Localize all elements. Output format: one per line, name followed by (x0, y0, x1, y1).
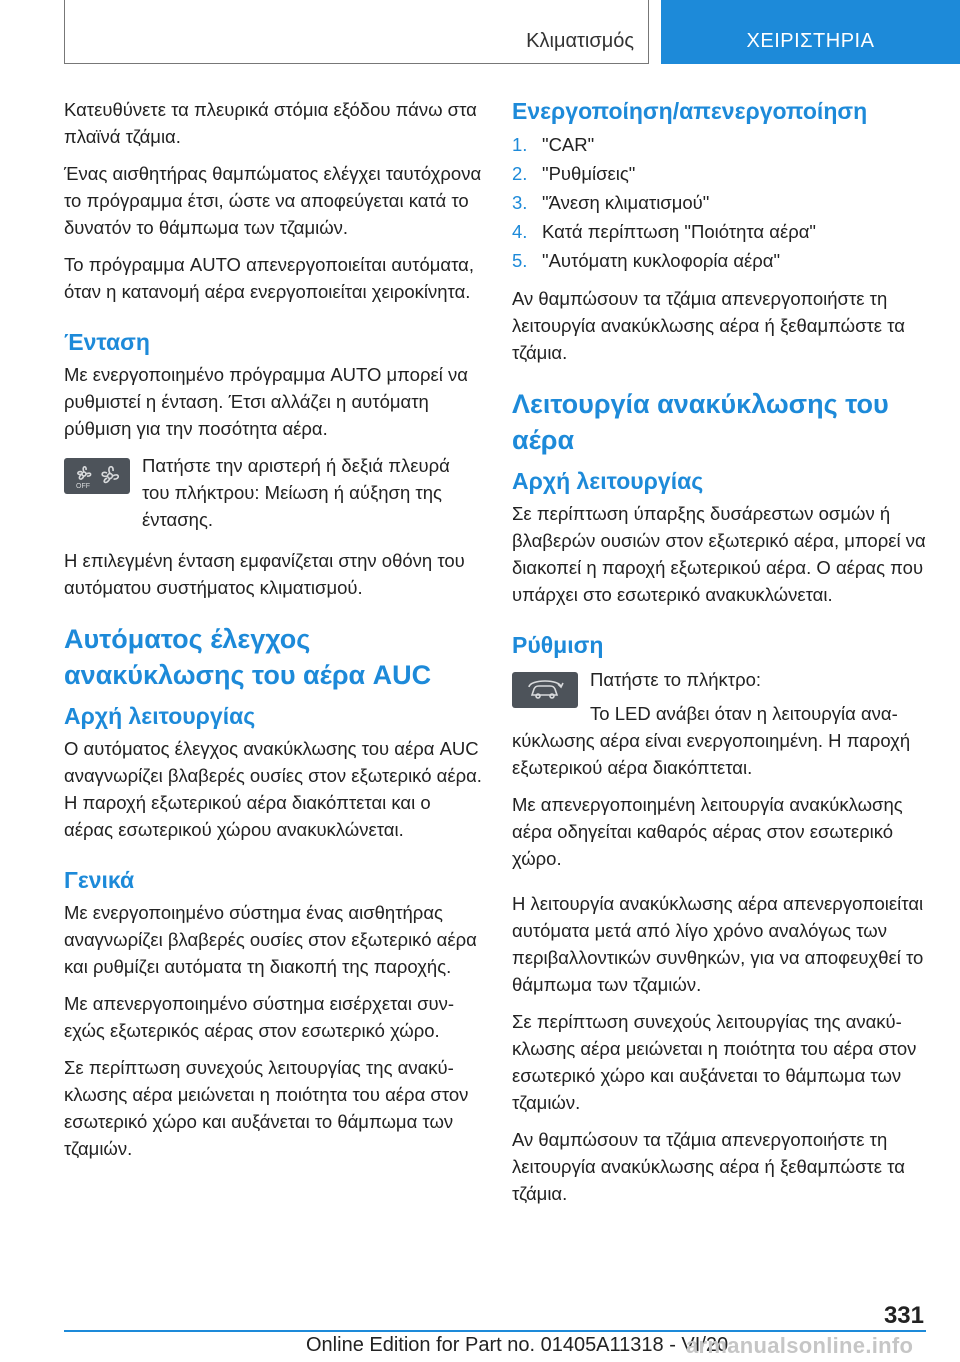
section-title: Κλιματισμός (526, 30, 634, 52)
intensity-button-instruction (64, 452, 482, 533)
paragraph: Το πρόγραμμα AUTO απενεργοποιείται αυτόματα, όταν η κατανομή αέρα ενεργοποιείται χειροκίνητα. (64, 254, 474, 302)
paragraph: Σε περίπτωση συνεχούς λειτουργίας της ανακύκλωσης αέρα μειώνεται η ποιότητα του αέρα στον εσωτερικό χώρο και αυξάνεται το θάμπωμα των τζαμιών. (64, 1057, 469, 1159)
paragraph: Η επιλεγμένη ένταση εμφανίζεται στην οθόνη του αυτόματου συστήματος κλιματισμού. (64, 550, 465, 598)
heading-auc: Αυτόματος έλεγχος ανακύκλωσης του αέρα AUC (64, 624, 432, 690)
heading-recirculation: Λειτουργία ανακύκλωσης του αέρα (512, 389, 889, 455)
paragraph: Κατευθύνετε τα πλευρικά στόμια εξόδου πάνω στα πλαϊνά τζάμια. (64, 99, 477, 147)
footer-divider (64, 1330, 926, 1332)
heading-intensity: Ένταση (64, 329, 150, 355)
heading-setting: Ρύθμιση (512, 632, 604, 658)
paragraph: Με απενεργοποιημένο σύστημα εισέρχεται συνεχώς εξωτερικός αέρας στον εσωτερικό χώρο. (64, 993, 455, 1041)
paragraph: Η λειτουργία ανακύκλωσης αέρα απενεργοποιείται αυτόματα μετά από λίγο χρόνο αναλόγως των περιβαλλοντικών συνθηκών, για να αποφευχθεί το θάμπωμα των τζαμιών. (512, 893, 924, 995)
header-section-box (64, 0, 649, 64)
right-column (512, 96, 932, 1217)
list-item: 4. Κατά περίπτωση "Ποιότητα αέρα" (512, 221, 816, 242)
recirculation-button-image (512, 672, 578, 708)
paragraph: Ο αυτόματος έλεγχος ανακύκλωσης του αέρα AUC αναγνωρίζει βλαβερές ουσίες στον εξωτερικό αέρα. Η παροχή εξωτερικού αέρα διακόπτεται και ο αέρας εσωτερικού χώρου ανακυκλώνεται. (64, 738, 482, 840)
heading-principle: Αρχή λειτουργίας (512, 468, 704, 494)
watermark: armanualsonline.info (686, 1333, 914, 1358)
list-item: 1. "CAR" (512, 134, 595, 155)
paragraph: Ένας αισθητήρας θαμπώματος ελέγχει ταυτόχρονα το πρόγραμμα έτσι, ώστε να αποφεύγεται κατά το δυνατόν το θάμπωμα των τζαμιών. (64, 163, 482, 238)
edition-text: Online Edition for Part no. 01405A11318 - VI/20 (306, 1334, 729, 1356)
paragraph: Σε περίπτωση συνεχούς λειτουργίας της ανακύκλωσης αέρα μειώνεται η ποιότητα του αέρα στον εσωτερικό χώρο και αυξάνεται το θάμπωμα των τζαμιών. (512, 1011, 917, 1113)
paragraph: Σε περίπτωση ύπαρξης δυσάρεστων οσμών ή βλαβερών ουσιών στον εξωτερικό αέρα, μπορεί να διακοπεί η παροχή εξωτερικού αέρα. Ο αέρας που υπάρχει στο εσωτερικό ανακυκλώνεται. (512, 503, 926, 605)
list-item: 3. "Άνεση κλιματισμού" (512, 192, 710, 213)
paragraph: Με ενεργοποιημένο σύστημα ένας αισθητήρας αναγνωρίζει βλαβερές ουσίες στον εξωτερικό αέρα και ρυθμίζει αυτόματα τη διακοπή της παροχής. (64, 902, 477, 977)
heading-on-off: Ενεργοποίηση/απενεργοποίηση (512, 98, 868, 124)
heading-general: Γενικά (64, 867, 135, 893)
paragraph: Αν θαμπώσουν τα τζάμια απενεργοποιήστε τη λειτουργία ανακύκλωσης αέρα ή ξεθαμπώστε τα τζάμια. (512, 288, 905, 363)
chapter-tab: ΧΕΙΡΙΣΤΗΡΙΑ (661, 0, 960, 64)
list-item: 5. "Αυτόματη κυκλοφορία αέρα" (512, 250, 781, 271)
paragraph: Το LED ανάβει όταν η λειτουργία ανακύκλωσης αέρα είναι ενεργοποιημένη. Η παροχή εξωτερικού αέρα διακόπτεται. (512, 703, 911, 778)
fan-intensity-button-image (64, 458, 130, 494)
instruction-text: Πατήστε το πλήκτρο: (590, 669, 762, 690)
left-column (64, 96, 482, 1172)
page-number: 331 (883, 1302, 924, 1329)
instruction-text: Πατήστε την αριστερή ή δεξιά πλευρά του πλήκτρου: Μείωση ή αύξηση της έντασης. (142, 455, 450, 530)
paragraph: Αν θαμπώσουν τα τζάμια απενεργοποιήστε τη λειτουργία ανακύκλωσης αέρα ή ξεθαμπώστε τα τζάμια. (512, 1129, 905, 1204)
steps-list (512, 130, 932, 275)
paragraph: Με ενεργοποιημένο πρόγραμμα AUTO μπορεί να ρυθμιστεί η ένταση. Έτσι αλλάζει η αυτόματη ρύθμιση για την ποσότητα αέρα. (64, 364, 468, 439)
list-item: 2. "Ρυθμίσεις" (512, 163, 636, 184)
off-label: OFF (76, 483, 90, 490)
paragraph: Με απενεργοποιημένη λειτουργία ανακύκλωσης αέρα οδηγείται καθαρός αέρας στον εσωτερικό χώρο. (512, 794, 903, 869)
heading-principle: Αρχή λειτουργίας (64, 703, 256, 729)
